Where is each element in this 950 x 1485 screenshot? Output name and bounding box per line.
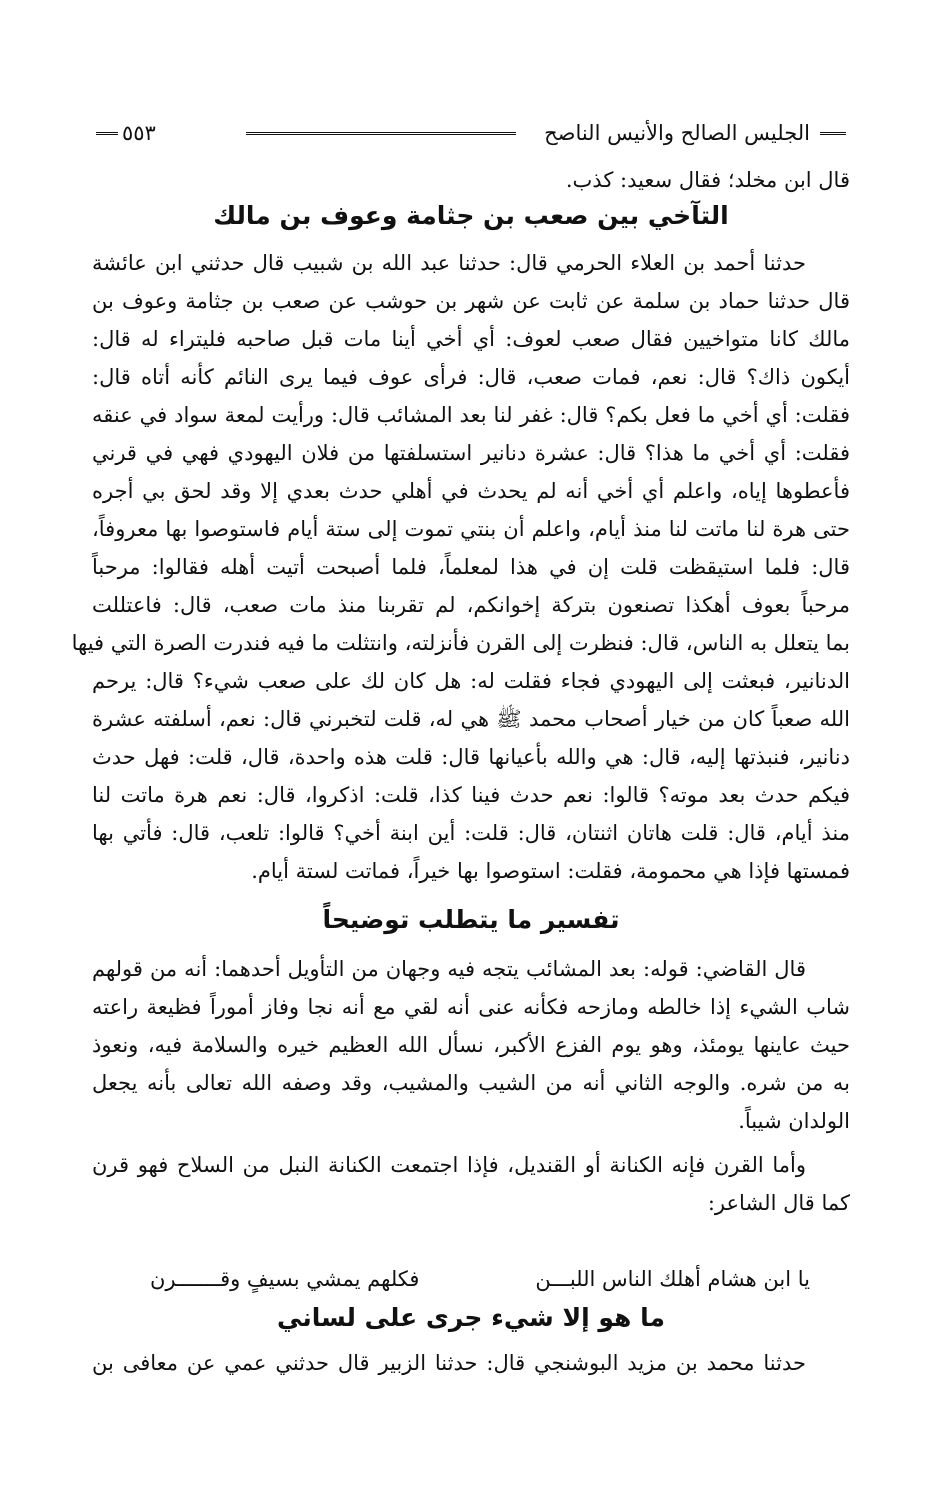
text-line: فقلت: أي أخي ما هذا؟ قال: عشرة دنانير استسلفتها من فلان اليهودي فهي في قرني <box>92 441 850 465</box>
text-line: قال القاضي: قوله: بعد المشائب يتجه فيه وجهان من التأويل أحدهما: أنه من قولهم <box>92 957 806 981</box>
section-heading-explanation: تفسير ما يتطلب توضيحاً <box>322 905 620 934</box>
verse-second-hemistich: فكلهم يمشي بسيفٍ وقـــــــرن <box>150 1267 420 1291</box>
header-rule-left <box>96 132 118 135</box>
verse-first-hemistich: يا ابن هشام أهلك الناس اللبـــن <box>535 1267 810 1291</box>
text-line: فيكم حدث بعد موته؟ قالوا: نعم حدث فينا كذا، قلت: اذكروا، قال: نعم هرة ماتت لنا <box>92 783 850 807</box>
section-heading-slip-of-tongue: ما هو إلا شيء جرى على لساني <box>277 1303 665 1332</box>
text-line: الدنانير، فبعثت إلى اليهودي فجاء فقلت له: هل كان لك على صعب شيء؟ قال: يرحم <box>92 669 850 693</box>
text-line: وأما القرن فإنه الكنانة أو القنديل، فإذا اجتمعت الكنانة النبل من السلاح فهو قرن <box>92 1153 806 1177</box>
text-line: مالك كانا متواخيين فقال صعب لعوف: أي أخي أينا مات قبل صاحبه فليتراء له قال: <box>92 327 850 351</box>
text-line: قال: فلما استيقظت قلت إن في هذا لمعلماً، فلما أصبحت أتيت أهله فقالوا: مرحباً <box>92 555 850 579</box>
text-line: حتى هرة لنا ماتت لنا منذ أيام، واعلم أن بنتي تموت إلى ستة أيام فاستوصوا بها معروفاً، <box>92 517 850 541</box>
book-title: الجليس الصالح والأنيس الناصح <box>544 118 846 148</box>
text-line: فقلت: أي أخي ما فعل بكم؟ قال: غفر لنا بعد المشائب قال: ورأيت لمعة سواد في عنقه <box>92 403 850 427</box>
text-line: فمستها فإذا هي محمومة، فقلت: استوصوا بها خيراً، فماتت لستة أيام. <box>251 859 850 883</box>
text-line: مرحباً بعوف أهكذا تصنعون بتركة إخوانكم، لم تقربنا منذ مات صعب، قال: فاعتللت <box>92 593 850 617</box>
text-line: به من شره. والوجه الثاني أنه من الشيب والمشيب، وقد وصفه الله تعالى بأنه يجعل <box>92 1071 850 1095</box>
text-line: شاب الشيء إذا خالطه ومازحه فكأنه عنى أنه لقي مع أنه نجا وفاز أموراً فظيعة راعته <box>92 995 850 1019</box>
text-line: فأعطوها إياه، واعلم أي أخي أنه لم يحدث في أهلي حدث بعدي إلا وقد لحق بي أجره <box>92 479 850 503</box>
section-heading-brotherhood: التآخي بين صعب بن جثامة وعوف بن مالك <box>213 201 729 230</box>
header-rule <box>246 132 516 135</box>
text-line: حدثنا محمد بن مزيد البوشنجي قال: حدثنا الزبير قال حدثني عمي عن معافى بن <box>92 1351 806 1375</box>
page-number: ٥٥٣ <box>96 118 156 148</box>
text-line: قال ابن مخلد؛ فقال سعيد: كذب. <box>565 168 850 192</box>
text-line: بما يتعلل به الناس، قال: فنظرت إلى القرن فأنزلته، وانتثلت ما فيه فندرت الصرة التي فيها <box>71 631 850 655</box>
poem-verse <box>150 1262 810 1296</box>
text-line: منذ أيام، قال: قلت هاتان اثنتان، قال: قلت: أين ابنة أخي؟ قالوا: تلعب، قال: فأتي بها <box>92 821 850 845</box>
text-line: الله صعباً كان من خيار أصحاب محمد ﷺ هي له، قلت لتخبرني قال: نعم، أسلفته عشرة <box>92 707 850 731</box>
text-line: قال حدثنا حماد بن سلمة عن ثابت عن شهر بن حوشب عن صعب بن جثامة وعوف بن <box>92 289 850 313</box>
text-line: حيث عاينها يومئذ، وهو يوم الفزع الأكبر، نسأل الله العظيم خيره والسلامة فيه، ونعوذ <box>92 1033 850 1057</box>
header-rule-right <box>820 132 846 135</box>
text-line: أيكون ذاك؟ قال: نعم، فمات صعب، قال: فرأى عوف فيما يرى النائم كأنه أتاه قال: <box>92 365 850 389</box>
text-line: دنانير، فنبذتها إليه، قال: هي والله بأعيانها قال: قلت هذه واحدة، قال، قلت: فهل حدث <box>92 745 850 769</box>
text-line: حدثنا أحمد بن العلاء الحرمي قال: حدثنا عبد الله بن شبيب قال حدثني ابن عائشة <box>92 251 806 275</box>
running-head <box>96 118 846 152</box>
text-line: الولدان شيباً. <box>738 1109 850 1133</box>
text-line: كما قال الشاعر: <box>707 1191 850 1215</box>
